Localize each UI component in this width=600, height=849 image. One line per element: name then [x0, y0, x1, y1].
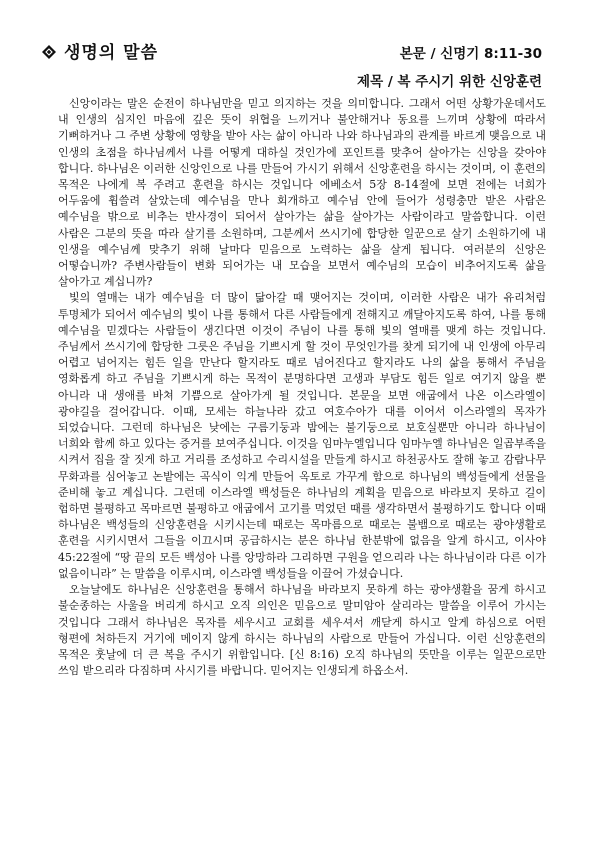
title-separator: /: [387, 74, 398, 90]
paragraph-2: 빛의 열매는 내가 예수님을 더 많이 닮아갈 때 맺어지는 것이며, 이러한 사람은 내가 유리처럼 투명체가 되어서 예수님의 빛이 나를 통해서 다른 사람들에게 전해지고 깨달아지도록 하여, 나를 통해 예수님을 믿겠다는 사람들이 생긴다면 이것이 주님이 나를 통해 빛의 열매를 맺게 하는 것입니다. 주님께서 쓰시기에 합당한 그릇은 주님을 기쁘시게 할 것이 무엇인가를 찾게 되기에 내 인생에 아무리 어렵고 넘어지는 힘든 일을 만난다 할지라도 때로 넘어진다고 할지라도 나의 삶을 통해서 주님을 영화롭게 하고 주님을 기쁘시게 하는 목적이 분명하다면 고생과 부담도 힘든 일로 여기지 않을 뿐 아니라 내 생애를 바쳐 기쁨으로 살아가게 될 것입니다. 본문을 보면 애굽에서 나온 이스라엘이 광야길을 걸어갑니다. 이때, 모세는 하늘나라 갔고 여호수아가 대를 이어서 이스라엘의 목자가 되었습니다. 그런데 하나님은 낮에는 구름기둥과 밤에는 불기둥으로 보호실뿐만 아니라 하나님이 너희와 함께 하고 있다는 증거를 보여주십니다. 이것을 임마누엘입니다 임마누엘 하나님은 일곱부족을 시켜서 집을 잘 짓게 하고 거리를 조성하고 수리시설을 만들게 하시고 하천공사도 잘해 놓고 감람나무 무화과를 심어놓고 논밭에는 곡식이 익게 만들어 옥토로 가꾸게 함으로 하나님의 백성들에게 선물을 준비해 놓고 계십니다. 그런데 이스라엘 백성들은 하나님의 계획을 믿음으로 바라보지 못하고 길이 험하면 불평하고 목마르면 불평하고 애굽에서 고기를 먹었던 때를 생각하면서 불평하기도 합니다 이때 하나님은 백성들의 신앙훈련을 시키시는데 때로는 목마름으로 때로는 불뱀으로 때로는 광야생활로 훈련을 시키시면서 그들을 이끄시며 공급하시는 분은 하나님 한분밖에 없음을 알게 하시고, 이사야 45:22절에 “땅 끝의 모든 백성아 나를 앙망하라 그리하면 구원을 얻으리라 나는 하나님이라 다른 이가 없음이니라” 는 말씀을 이루시며, 이스라엘 백성들을 이끌어 가셨습니다.: [58, 291, 546, 580]
scripture-separator: /: [430, 46, 441, 62]
diamond-icon: [42, 45, 56, 59]
header: [40, 36, 560, 70]
scripture-label: 본문: [399, 46, 426, 62]
section-title: [42, 38, 158, 63]
paragraph-1: 신앙이라는 말은 순전이 하나님만을 믿고 의지하는 것을 의미합니다. 그래서 어떤 상황가운데서도 내 인생의 심지인 마음에 깊은 뜻이 위협을 느끼거나 불안해거나 동요를 느끼며 상황에 따라서 기뻐하거나 그 주변 상황에 영향을 받아 사는 삶이 아니라 나와 하나님과의 관계를 바르게 맺음으로 내 인생의 초점을 하나님께서 나를 어떻게 대하실 것인가에 포인트를 맞추어 살아가는 신앙을 갖아야 합니다. 하나님은 이러한 신앙인으로 나를 만들어 가시기 위해서 신앙훈련을 하시는 것이며, 이 훈련의 목적은 나에게 복 주려고 훈련을 하시는 것입니다 에베소서 5장 8-14절에 보면 전에는 너희가 어두움에 휩쓸려 살았는데 예수님을 만나 회개하고 예수님 안에 들어가 성령충만 받은 사람은 예수님을 밖으로 비추는 반사경이 되어서 살아가는 삶을 살아가는 사람이라고 말씀합니다. 이런 사람은 그분의 뜻을 따라 살기를 소원하며, 그분께서 쓰시기에 합당한 일꾼으로 살기 소원하기에 내 인생을 예수님께 맞추기 위해 날마다 믿음으로 노력하는 삶을 살게 됩니다. 여러분의 신앙은 어떻습니까? 주변사람들이 변화 되어가는 내 모습을 보면서 예수님의 모습이 비추어지도록 삶을 살아가고 계십니까?: [58, 97, 546, 289]
section-title-text: 생명의 말씀: [64, 43, 159, 63]
scripture-reference: [400, 42, 542, 62]
title-text: 복 주시기 위한 신앙훈련: [397, 74, 542, 90]
paragraph-3: 오늘날에도 하나님은 신앙훈련을 통해서 하나님을 바라보지 못하게 하는 광야생활을 꿈게 하시고 불순종하는 사울을 버리게 하시고 오직 의인은 믿음으로 말미암아 살리라는 말씀을 이루어 가시는 것입니다 그래서 하나님은 목자를 세우시고 교회를 세우셔서 깨닫게 하시고 알게 하심으로 어떤 형편에 처하든지 거기에 메이지 않게 하시는 하나님의 사람으로 만들어 가십니다. 이런 신앙훈련의 목적은 훗날에 더 큰 복을 주시기 위함입니다. [신 8:16) 오직 하나님의 뜻만을 이루는 일꾼으로만 쓰임 받으리라 다짐하며 사시기를 바랍니다. 믿어지는 인생되게 하옵소서.: [58, 583, 546, 678]
body-text: [58, 96, 546, 679]
scripture-ref: 신명기 8:11-30: [440, 46, 542, 62]
sermon-title: [357, 70, 542, 90]
title-label: 제목: [357, 74, 384, 90]
